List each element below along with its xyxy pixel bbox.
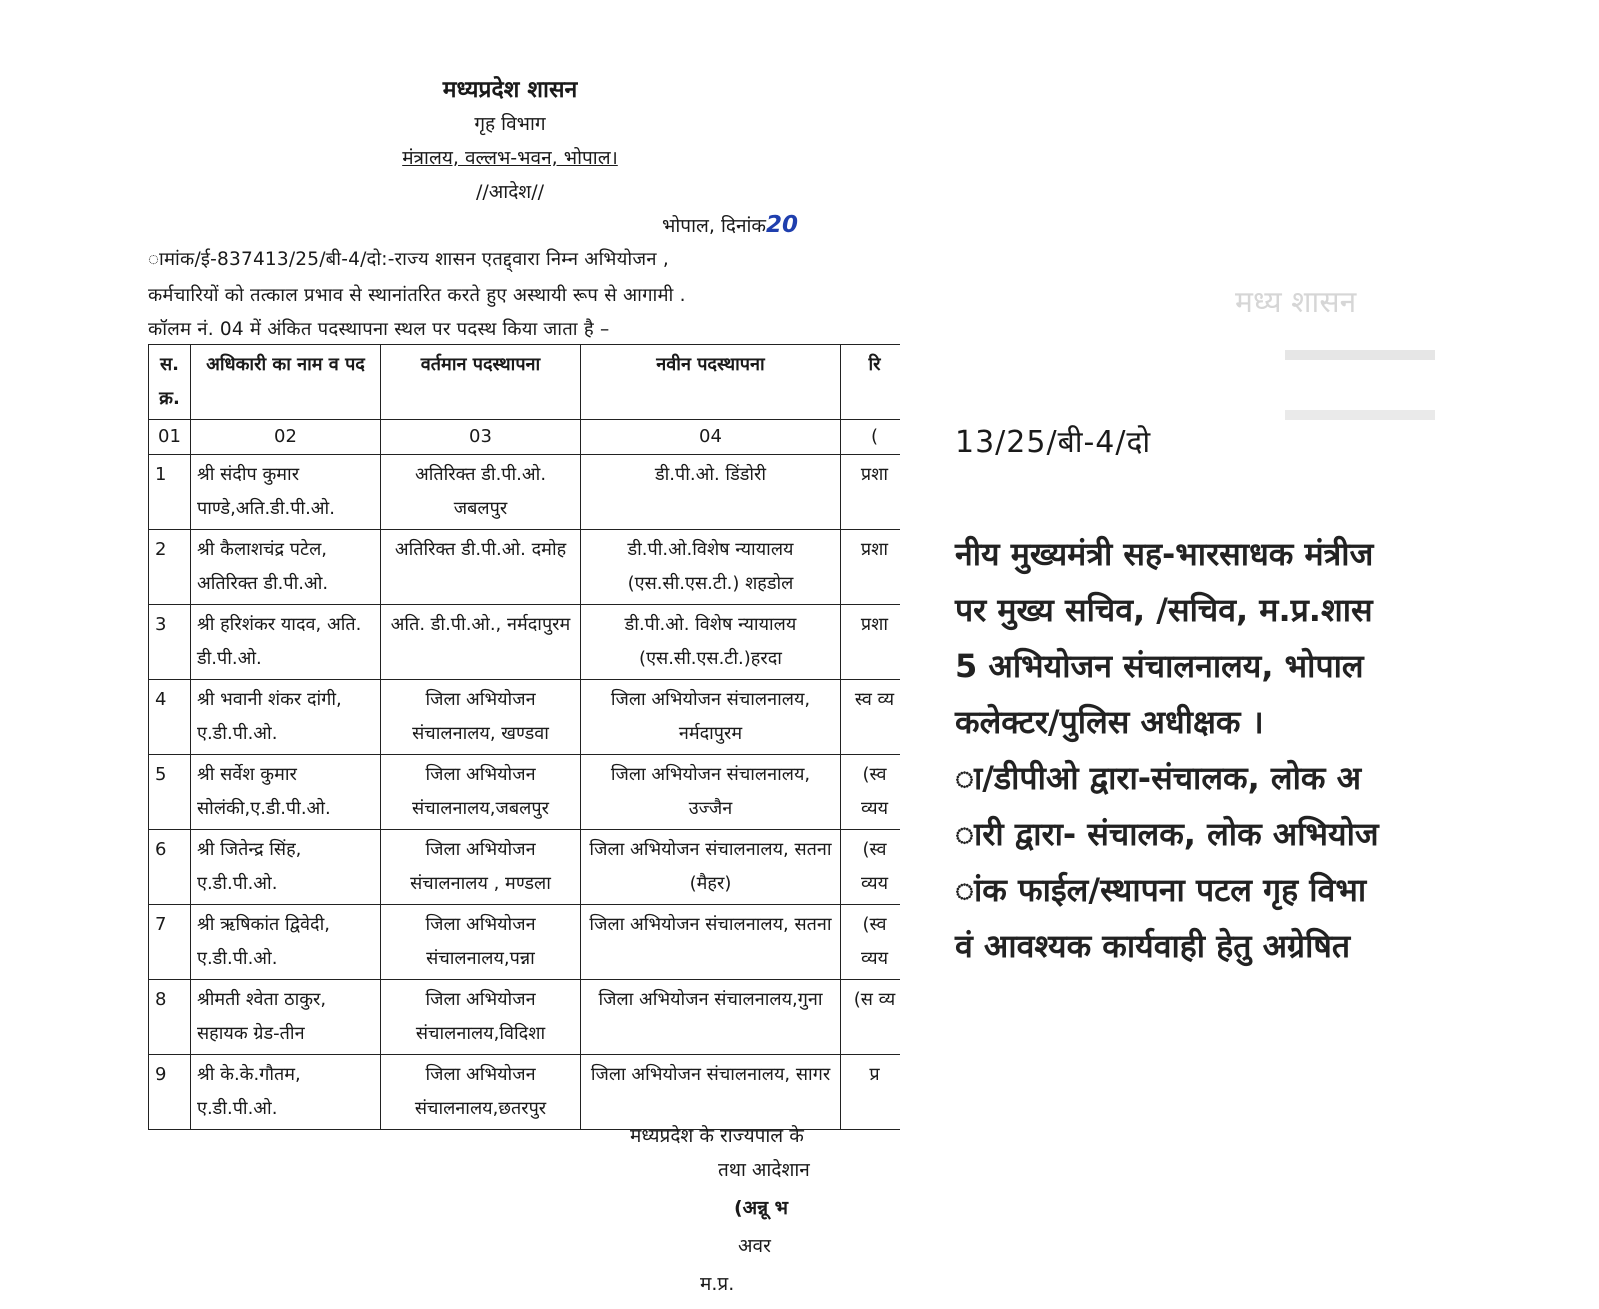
copy-to-line: कलेक्टर/पुलिस अधीक्षक । [955, 703, 1264, 741]
serial-cell: 6 [149, 830, 191, 905]
order-text-line-1: ामांक/ई-837413/25/बी-4/दो:-राज्य शासन एतद्द्वारा निम्न अभियोजन , [148, 249, 669, 270]
name-cell: श्री भवानी शंकर दांगी, ए.डी.पी.ओ. [191, 680, 381, 755]
remark-cell: (स्व व्यय [841, 905, 901, 980]
transfer-order-document [140, 60, 900, 1309]
signature-line-5: म.प्र. [700, 1273, 735, 1295]
current-posting-cell: अतिरिक्त डी.पी.ओ. दमोह [381, 530, 581, 605]
remark-cell: प्रशा [841, 530, 901, 605]
current-posting-cell: जिला अभियोजन संचालनालय,पन्ना [381, 905, 581, 980]
order-text-line-2: कर्मचारियों को तत्काल प्रभाव से स्थानांतरित करते हुए अस्थायी रूप से आगामी . [148, 285, 686, 306]
name-cell: श्री ऋषिकांत द्विवेदी, ए.डी.पी.ओ. [191, 905, 381, 980]
serial-cell: 1 [149, 455, 191, 530]
new-posting-cell: डी.पी.ओ. विशेष न्यायालय (एस.सी.एस.टी.)हरदा [581, 605, 841, 680]
new-posting-cell: जिला अभियोजन संचालनालय, सागर [581, 1055, 841, 1130]
serial-cell: 7 [149, 905, 191, 980]
name-cell: श्री संदीप कुमार पाण्डे,अति.डी.पी.ओ. [191, 455, 381, 530]
table-row [149, 980, 901, 1055]
signature-line-2: तथा आदेशान [718, 1159, 810, 1181]
table-row [149, 680, 901, 755]
col-header-name: अधिकारी का नाम व पद [191, 345, 381, 420]
name-cell: श्री सर्वेश कुमार सोलंकी,ए.डी.पी.ओ. [191, 755, 381, 830]
copy-to-line: वं आवश्यक कार्यवाही हेतु अग्रेषित [955, 927, 1351, 965]
new-posting-cell: जिला अभियोजन संचालनालय, उज्जैन [581, 755, 841, 830]
name-cell: श्री हरिशंकर यादव, अति. डी.पी.ओ. [191, 605, 381, 680]
new-posting-cell: डी.पी.ओ. डिंडोरी [581, 455, 841, 530]
new-posting-cell: जिला अभियोजन संचालनालय,गुना [581, 980, 841, 1055]
date-line: भोपाल, दिनांक20 [662, 212, 799, 238]
serial-cell: 3 [149, 605, 191, 680]
current-posting-cell: जिला अभियोजन संचालनालय , मण्डला [381, 830, 581, 905]
col-header-serial: स. क्र. [149, 345, 191, 420]
col-header-new-posting: नवीन पदस्थापना [581, 345, 841, 420]
serial-cell: 5 [149, 755, 191, 830]
serial-cell: 9 [149, 1055, 191, 1130]
address: मंत्रालय, वल्लभ-भवन, भोपाल। [402, 147, 618, 169]
reference-number: 13/25/बी-4/दो [955, 425, 1152, 460]
remark-cell: स्व व्य [841, 680, 901, 755]
table-header-row [149, 345, 901, 420]
table-row [149, 830, 901, 905]
new-posting-cell: जिला अभियोजन संचालनालय, सतना (मैहर) [581, 830, 841, 905]
name-cell: श्रीमती श्वेता ठाकुर, सहायक ग्रेड-तीन [191, 980, 381, 1055]
new-posting-cell: जिला अभियोजन संचालनालय, नर्मदापुरम [581, 680, 841, 755]
remark-cell: प्रशा [841, 605, 901, 680]
name-cell: श्री के.के.गौतम, ए.डी.पी.ओ. [191, 1055, 381, 1130]
current-posting-cell: जिला अभियोजन संचालनालय,छतरपुर [381, 1055, 581, 1130]
table-row [149, 605, 901, 680]
handwritten-date: 20 [766, 212, 799, 238]
remark-cell: (स्व व्यय [841, 755, 901, 830]
serial-cell: 8 [149, 980, 191, 1055]
remark-cell: प्रशा [841, 455, 901, 530]
copy-to-line: ारी द्वारा- संचालक, लोक अभियोज [955, 815, 1379, 853]
name-cell: श्री कैलाशचंद्र पटेल, अतिरिक्त डी.पी.ओ. [191, 530, 381, 605]
current-posting-cell: अतिरिक्त डी.पी.ओ. जबलपुर [381, 455, 581, 530]
copy-to-line: ांक फाईल/स्थापना पटल गृह विभा [955, 871, 1367, 909]
signatory-designation: अवर [738, 1235, 771, 1257]
copy-to-line: 5 अभियोजन संचालनालय, भोपाल [955, 647, 1364, 685]
current-posting-cell: जिला अभियोजन संचालनालय,जबलपुर [381, 755, 581, 830]
copy-to-line: पर मुख्य सचिव, /सचिव, म.प्र.शास [955, 591, 1373, 629]
serial-cell: 2 [149, 530, 191, 605]
col-header-remark: रि [841, 345, 901, 420]
new-posting-cell: डी.पी.ओ.विशेष न्यायालय (एस.सी.एस.टी.) शहडोल [581, 530, 841, 605]
current-posting-cell: अति. डी.पी.ओ., नर्मदापुरम [381, 605, 581, 680]
table-row [149, 1055, 901, 1130]
remark-cell: (स्व व्यय [841, 830, 901, 905]
faint-header-text: मध्य शासन [1235, 285, 1357, 320]
column-number-row: 01 02 03 04 ( [149, 420, 901, 455]
new-posting-cell: जिला अभियोजन संचालनालय, सतना [581, 905, 841, 980]
govt-title: मध्यप्रदेश शासन [442, 77, 578, 103]
serial-cell: 4 [149, 680, 191, 755]
faint-line [1285, 410, 1435, 420]
table-row [149, 755, 901, 830]
department: गृह विभाग [474, 113, 546, 135]
copy-to-line: ा/डीपीओ द्वारा-संचालक, लोक अ [955, 759, 1362, 797]
order-text-line-3: कॉलम नं. 04 में अंकित पदस्थापना स्थल पर पदस्थ किया जाता है – [148, 319, 610, 340]
copy-to-line: नीय मुख्यमंत्री सह-भारसाधक मंत्रीज [955, 535, 1374, 573]
signature-line-1: मध्यप्रदेश के राज्यपाल के [630, 1125, 804, 1147]
current-posting-cell: जिला अभियोजन संचालनालय,विदिशा [381, 980, 581, 1055]
current-posting-cell: जिला अभियोजन संचालनालय, खण्डवा [381, 680, 581, 755]
signatory-name: (अन्नू भ [734, 1197, 789, 1219]
table-row [149, 530, 901, 605]
table-row [149, 905, 901, 980]
transfer-table [148, 344, 900, 1130]
remark-cell: (स व्य [841, 980, 901, 1055]
col-header-current-posting: वर्तमान पदस्थापना [381, 345, 581, 420]
remark-cell: प्र [841, 1055, 901, 1130]
table-row [149, 455, 901, 530]
distribution-list-fragment [945, 270, 1445, 1010]
order-heading: //आदेश// [475, 181, 545, 203]
faint-line [1285, 350, 1435, 360]
name-cell: श्री जितेन्द्र सिंह, ए.डी.पी.ओ. [191, 830, 381, 905]
